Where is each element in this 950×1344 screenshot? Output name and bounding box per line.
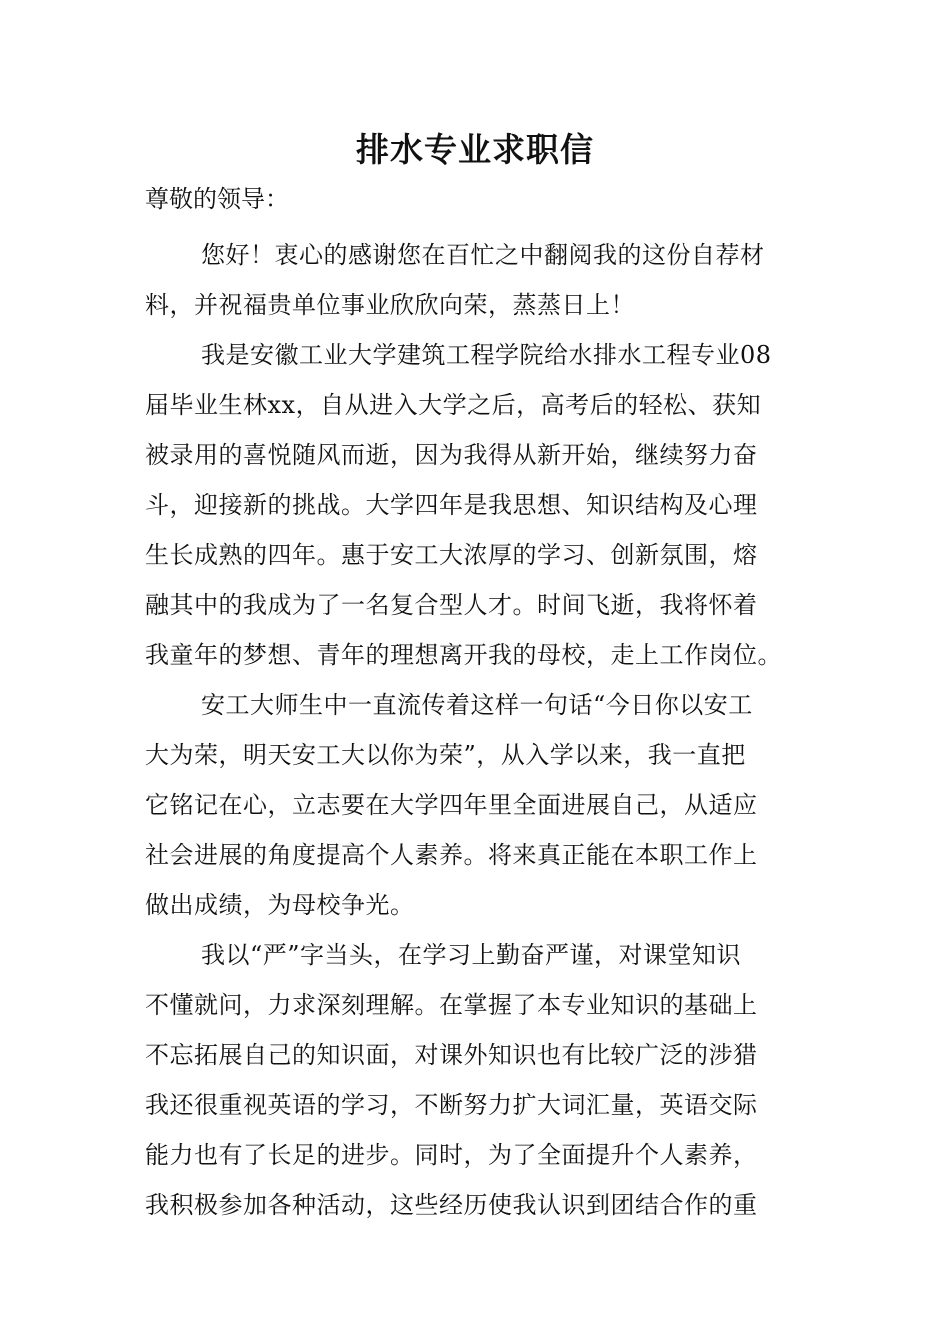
text-line: 被录用的喜悦随风而逝，因为我得从新开始，继续努力奋 <box>145 441 758 469</box>
text-line: 大为荣，明天安工大以你为荣”，从入学以来，我一直把 <box>145 741 746 769</box>
text-line: 生长成熟的四年。惠于安工大浓厚的学习、创新氛围，熔 <box>145 541 758 569</box>
text-line: 安工大师生中一直流传着这样一句话“今日你以安工 <box>201 691 753 719</box>
text-line: 我是安徽工业大学建筑工程学院给水排水工程专业08 <box>201 341 772 369</box>
text-line: 您好！衷心的感谢您在百忙之中翻阅我的这份自荐材 <box>201 241 765 269</box>
text-line: 做出成绩，为母校争光。 <box>145 891 415 919</box>
text-line: 料，并祝福贵单位事业欣欣向荣，蒸蒸日上！ <box>145 291 635 319</box>
text-line: 我童年的梦想、青年的理想离开我的母校，走上工作岗位。 <box>145 641 782 669</box>
text-line: 我还很重视英语的学习，不断努力扩大词汇量，英语交际 <box>145 1091 758 1119</box>
text-line: 我以“严”字当头，在学习上勤奋严谨，对课堂知识 <box>201 941 742 969</box>
paragraph-study <box>145 930 815 1230</box>
text-line: 届毕业生林xx，自从进入大学之后，高考后的轻松、获知 <box>145 391 762 419</box>
salutation: 尊敬的领导： <box>145 185 289 213</box>
letter-body <box>145 230 815 1230</box>
text-line: 它铭记在心，立志要在大学四年里全面进展自己，从适应 <box>145 791 758 819</box>
paragraph-introduction <box>145 330 815 680</box>
paragraph-motto <box>145 680 815 930</box>
text-line: 斗，迎接新的挑战。大学四年是我思想、知识结构及心理 <box>145 491 758 519</box>
text-line: 不懂就问，力求深刻理解。在掌握了本专业知识的基础上 <box>145 991 758 1019</box>
text-line: 我积极参加各种活动，这些经历使我认识到团结合作的重 <box>145 1191 758 1219</box>
text-line: 能力也有了长足的进步。同时，为了全面提升个人素养， <box>145 1141 758 1169</box>
text-line: 融其中的我成为了一名复合型人才。时间飞逝，我将怀着 <box>145 591 758 619</box>
paragraph-greeting <box>145 230 815 330</box>
text-line: 不忘拓展自己的知识面，对课外知识也有比较广泛的涉猎 <box>145 1041 758 1069</box>
text-line: 社会进展的角度提高个人素养。将来真正能在本职工作上 <box>145 841 758 869</box>
page-title: 排水专业求职信 <box>356 130 594 169</box>
